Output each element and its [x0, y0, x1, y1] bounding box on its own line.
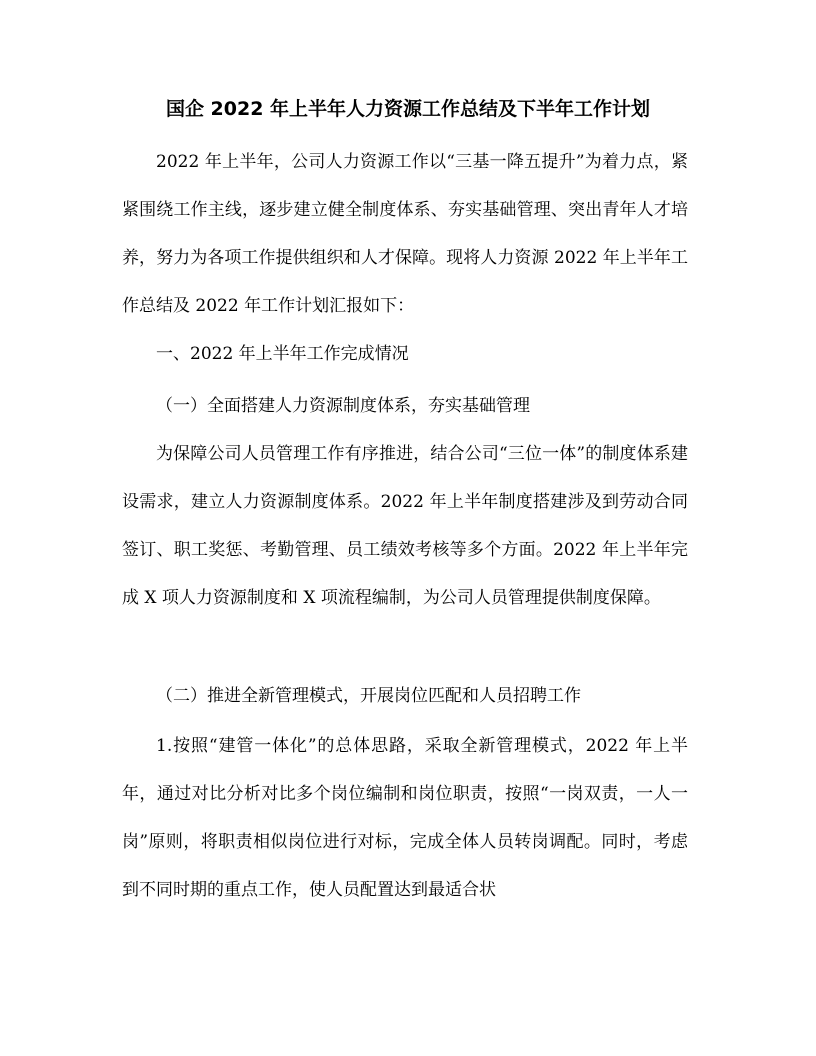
subsection-heading-2: （二）推进全新管理模式，开展岗位匹配和人员招聘工作: [156, 686, 581, 706]
subsection-1-body: 为保障公司人员管理工作有序推进，结合公司“三位一体”的制度体系建设需求，建立人力资源制度体系。2022 年上半年制度搭建涉及到劳动合同签订、职工奖惩、考勤管理、员工绩效考核等多个方面。2022 年上半年完成 X 项人力资源制度和 X 项流程编制，为公司人员管理提供制度保障。: [122, 444, 688, 608]
section-heading-1: 一、2022 年上半年工作完成情况: [156, 344, 409, 364]
intro-paragraph: 2022 年上半年，公司人力资源工作以“三基一降五提升”为着力点，紧紧围绕工作主线，逐步建立健全制度体系、夯实基础管理、突出青年人才培养，努力为各项工作提供组织和人才保障。现将人力资源 2022 年上半年工作总结及 2022 年工作计划汇报如下：: [122, 152, 688, 316]
document-title: 国企 2022 年上半年人力资源工作总结及下半年工作计划: [165, 98, 651, 120]
subsection-2-item-1: 1.按照“建管一体化”的总体思路，采取全新管理模式，2022 年上半年，通过对比分析对比多个岗位编制和岗位职责，按照“一岗双责，一人一岗”原则，将职责相似岗位进行对标，完成全体人员转岗调配。同时，考虑到不同时期的重点工作，使人员配置达到最适合状: [122, 736, 688, 900]
subsection-heading-1: （一）全面搭建人力资源制度体系，夯实基础管理: [156, 396, 530, 416]
